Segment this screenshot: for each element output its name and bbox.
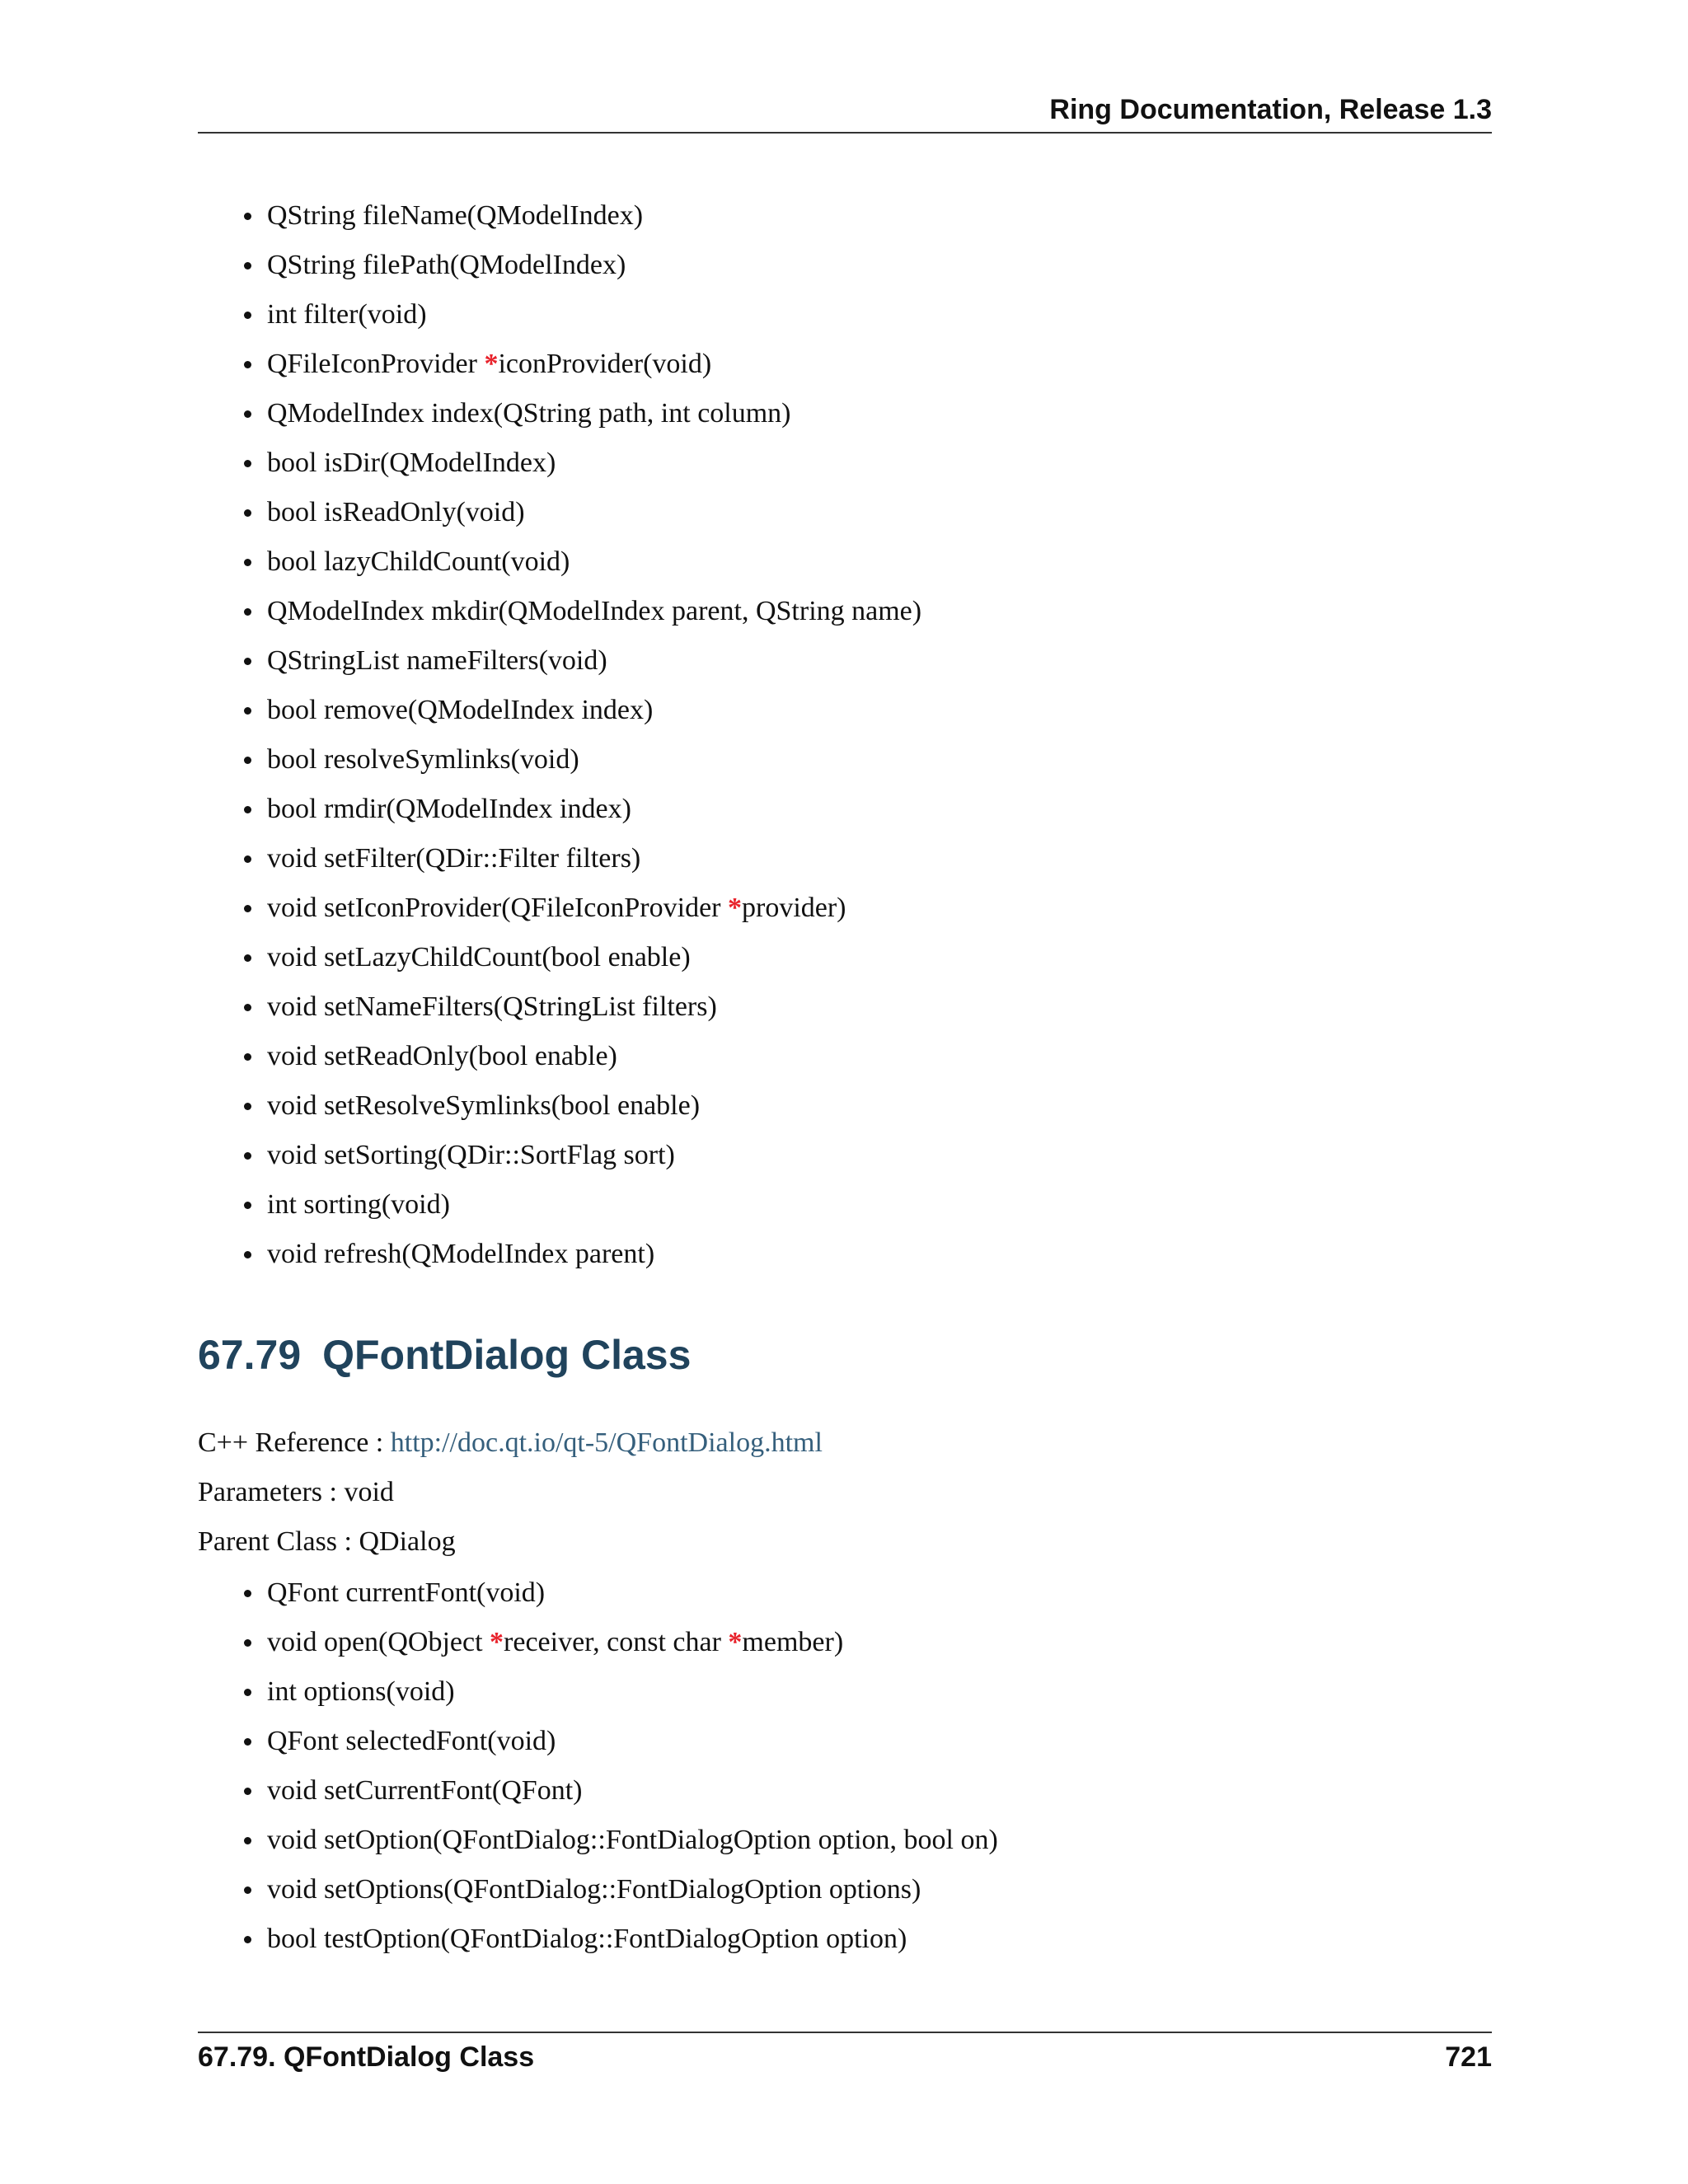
method-signature-text: int options(void) xyxy=(267,1676,455,1707)
method-item xyxy=(198,394,1492,443)
pointer-asterisk: * xyxy=(484,349,499,379)
section-number: 67.79 xyxy=(198,1332,302,1378)
method-signature-text: void setReadOnly(bool enable) xyxy=(267,1041,617,1071)
method-item xyxy=(198,1086,1492,1136)
method-signature-text: receiver, const char xyxy=(504,1627,729,1657)
method-item xyxy=(198,1623,1492,1672)
document-title: Ring Documentation, Release 1.3 xyxy=(1049,94,1492,125)
section-title: QFontDialog Class xyxy=(322,1332,692,1378)
method-item xyxy=(198,1771,1492,1821)
method-signature-text: bool lazyChildCount(void) xyxy=(267,546,570,577)
method-list-qfontdialog xyxy=(198,1573,1492,1969)
method-signature-text: bool resolveSymlinks(void) xyxy=(267,744,579,775)
method-item xyxy=(198,938,1492,987)
method-signature-text: QFont selectedFont(void) xyxy=(267,1726,556,1756)
method-signature-text: void setLazyChildCount(bool enable) xyxy=(267,942,691,972)
method-item xyxy=(198,691,1492,740)
section-heading xyxy=(198,1329,691,1381)
method-item xyxy=(198,196,1492,246)
page-number: 721 xyxy=(1445,2041,1492,2073)
method-signature-text: bool isReadOnly(void) xyxy=(267,497,525,527)
method-list-qfilesystemmodel xyxy=(198,196,1492,1284)
method-signature-text: QString fileName(QModelIndex) xyxy=(267,200,644,231)
method-item xyxy=(198,987,1492,1037)
method-signature-text: QFont currentFont(void) xyxy=(267,1577,546,1608)
method-item xyxy=(198,1037,1492,1086)
method-item xyxy=(198,592,1492,641)
method-signature-text: QModelIndex mkdir(QModelIndex parent, QString name) xyxy=(267,596,922,626)
method-item xyxy=(198,1136,1492,1185)
method-item xyxy=(198,1672,1492,1722)
method-item xyxy=(198,888,1492,938)
method-item xyxy=(198,740,1492,790)
method-signature-text: provider) xyxy=(742,893,846,923)
method-item xyxy=(198,1185,1492,1235)
method-item xyxy=(198,1573,1492,1623)
parent-class-line: Parent Class : QDialog xyxy=(198,1526,456,1557)
method-signature-text: bool remove(QModelIndex index) xyxy=(267,695,654,725)
method-signature-text: void setSorting(QDir::SortFlag sort) xyxy=(267,1140,675,1170)
method-signature-text: void setResolveSymlinks(bool enable) xyxy=(267,1090,701,1121)
method-signature-text: void setNameFilters(QStringList filters) xyxy=(267,991,717,1022)
footer-section-label: 67.79. QFontDialog Class xyxy=(198,2041,535,2073)
method-item xyxy=(198,246,1492,295)
method-item xyxy=(198,1722,1492,1771)
method-signature-text: QString filePath(QModelIndex) xyxy=(267,250,626,280)
method-item xyxy=(198,641,1492,691)
method-signature-text: QStringList nameFilters(void) xyxy=(267,645,607,676)
method-signature-text: QFileIconProvider xyxy=(267,349,485,379)
cpp-reference xyxy=(198,1423,823,1463)
method-signature-text: void refresh(QModelIndex parent) xyxy=(267,1239,655,1269)
method-item xyxy=(198,1870,1492,1919)
method-signature-text: void setFilter(QDir::Filter filters) xyxy=(267,843,641,874)
method-item xyxy=(198,443,1492,493)
method-item xyxy=(198,839,1492,888)
parameters-line: Parameters : void xyxy=(198,1477,394,1507)
method-item xyxy=(198,344,1492,394)
method-signature-text: void setOptions(QFontDialog::FontDialogOption options) xyxy=(267,1874,921,1905)
method-signature-text: void setOption(QFontDialog::FontDialogOption option, bool on) xyxy=(267,1825,998,1855)
method-item xyxy=(198,790,1492,839)
method-item xyxy=(198,1919,1492,1969)
method-signature-text: bool testOption(QFontDialog::FontDialogOption option) xyxy=(267,1924,907,1954)
method-signature-text: iconProvider(void) xyxy=(498,349,712,379)
page-header xyxy=(198,92,1492,134)
method-signature-text: bool rmdir(QModelIndex index) xyxy=(267,794,631,824)
method-signature-text: bool isDir(QModelIndex) xyxy=(267,448,556,478)
pointer-asterisk: * xyxy=(490,1627,504,1657)
method-signature-text: void setIconProvider(QFileIconProvider xyxy=(267,893,728,923)
method-item xyxy=(198,1235,1492,1284)
cpp-reference-link[interactable]: http://doc.qt.io/qt-5/QFontDialog.html xyxy=(390,1427,823,1458)
method-item xyxy=(198,295,1492,344)
method-signature-text: int filter(void) xyxy=(267,299,427,330)
page-footer xyxy=(198,2032,1492,2083)
method-signature-text: QModelIndex index(QString path, int column) xyxy=(267,398,791,429)
method-item xyxy=(198,542,1492,592)
pointer-asterisk: * xyxy=(728,1627,743,1657)
method-signature-text: void setCurrentFont(QFont) xyxy=(267,1775,583,1806)
method-signature-text: member) xyxy=(742,1627,844,1657)
pointer-asterisk: * xyxy=(728,893,742,923)
method-item xyxy=(198,493,1492,542)
method-signature-text: int sorting(void) xyxy=(267,1189,450,1220)
cpp-reference-label: C++ Reference : xyxy=(198,1427,391,1458)
method-item xyxy=(198,1821,1492,1870)
method-signature-text: void open(QObject xyxy=(267,1627,490,1657)
